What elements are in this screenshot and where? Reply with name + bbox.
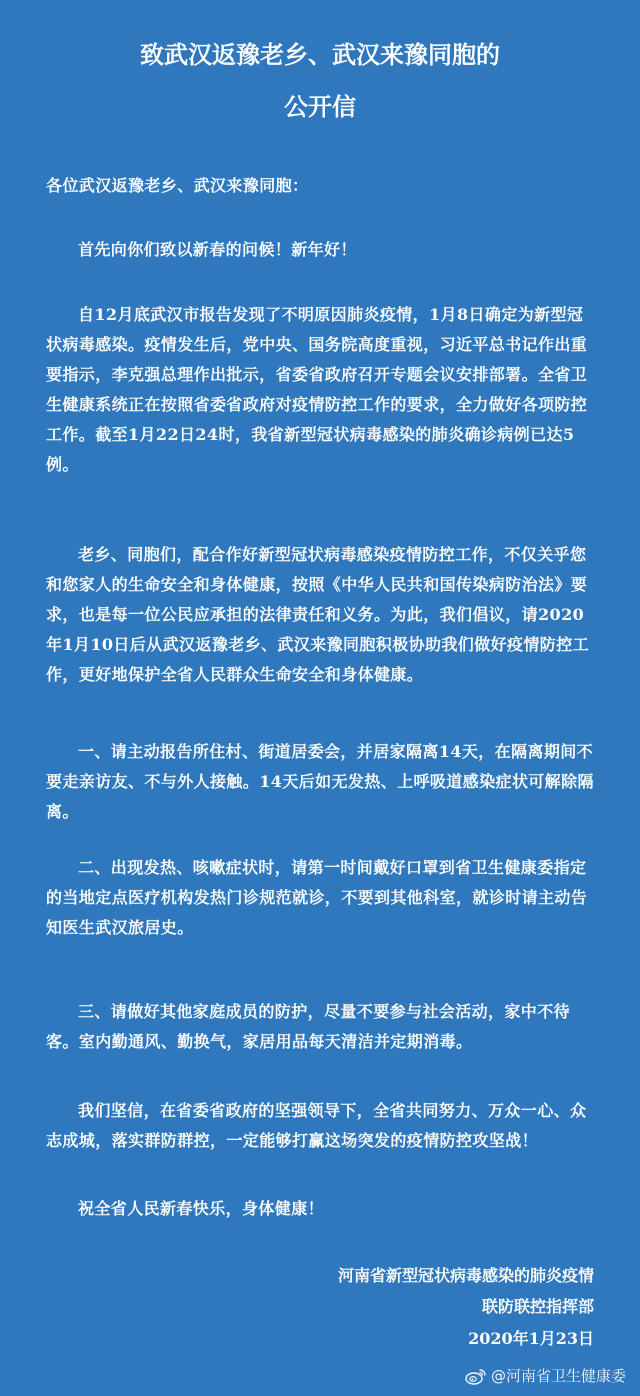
salutation: 各位武汉返豫老乡、武汉来豫同胞： <box>46 176 309 195</box>
paragraph-greeting: 首先向你们致以新春的问候！新年好！ <box>78 240 357 259</box>
letter-title-line-1: 致武汉返豫老乡、武汉来豫同胞的 <box>140 41 500 69</box>
signature-date: 2020年1月23日 <box>468 1329 594 1348</box>
signature-org-line-2: 联防联控指挥部 <box>481 1297 594 1316</box>
paragraph-item-2: 二、出现发热、咳嗽症状时，请第一时间戴好口罩到省卫生健康委指定的当地定点医疗机构发热门诊规范就诊，不要到其他科室，就诊时请主动告知医生武汉旅居史。 <box>46 858 588 937</box>
paragraph-conviction: 我们坚信，在省委省政府的坚强领导下，全省共同努力、万众一心、众志成城，落实群防群控，一定能够打赢这场突发的疫情防控攻坚战！ <box>46 1101 587 1150</box>
paragraph-blessing: 祝全省人民新春快乐，身体健康！ <box>78 1199 325 1218</box>
signature-org-line-1: 河南省新型冠状病毒感染的肺炎疫情 <box>337 1266 594 1285</box>
paragraph-appeal: 老乡、同胞们，配合作好新型冠状病毒感染疫情防控工作，不仅关乎您和您家人的生命安全和身体健康，按照《中华人民共和国传染病防治法》要求，也是每一位公民应承担的法律责任和义务。为此，我们倡议，请2020年1月10日后从武汉返豫老乡、武汉来豫同胞积极协助我们做好疫情防控工作，更好地保护全省人民群众生命安全和身体健康。 <box>46 545 589 684</box>
weibo-watermark <box>465 1365 626 1386</box>
letter-title-line-2: 公开信 <box>284 93 356 121</box>
paragraph-item-3: 三、请做好其他家庭成员的防护，尽量不要参与社会活动，家中不待客。室内勤通风、勤换气，家居用品每天清洁并定期消毒。 <box>46 1002 571 1051</box>
watermark-text: @河南省卫生健康委 <box>490 1367 626 1385</box>
paragraph-epidemic-background: 自12月底武汉市报告发现了不明原因肺炎疫情，1月8日确定为新型冠状病毒感染。疫情发生后，党中央、国务院高度重视，习近平总书记作出重要指示，李克强总理作出批示，省委省政府召开专题会议安排部署。全省卫生健康系统正在按照省委省政府对疫情防控工作的要求，全力做好各项防控工作。截至1月22日24时，我省新型冠状病毒感染的肺炎确诊病例已达5例。 <box>46 305 588 474</box>
paragraph-item-1: 一、请主动报告所住村、街道居委会，并居家隔离14天，在隔离期间不要走亲访友、不与外人接触。14天后如无发热、上呼吸道感染症状可解除隔离。 <box>46 742 594 821</box>
weibo-icon <box>465 1367 487 1385</box>
